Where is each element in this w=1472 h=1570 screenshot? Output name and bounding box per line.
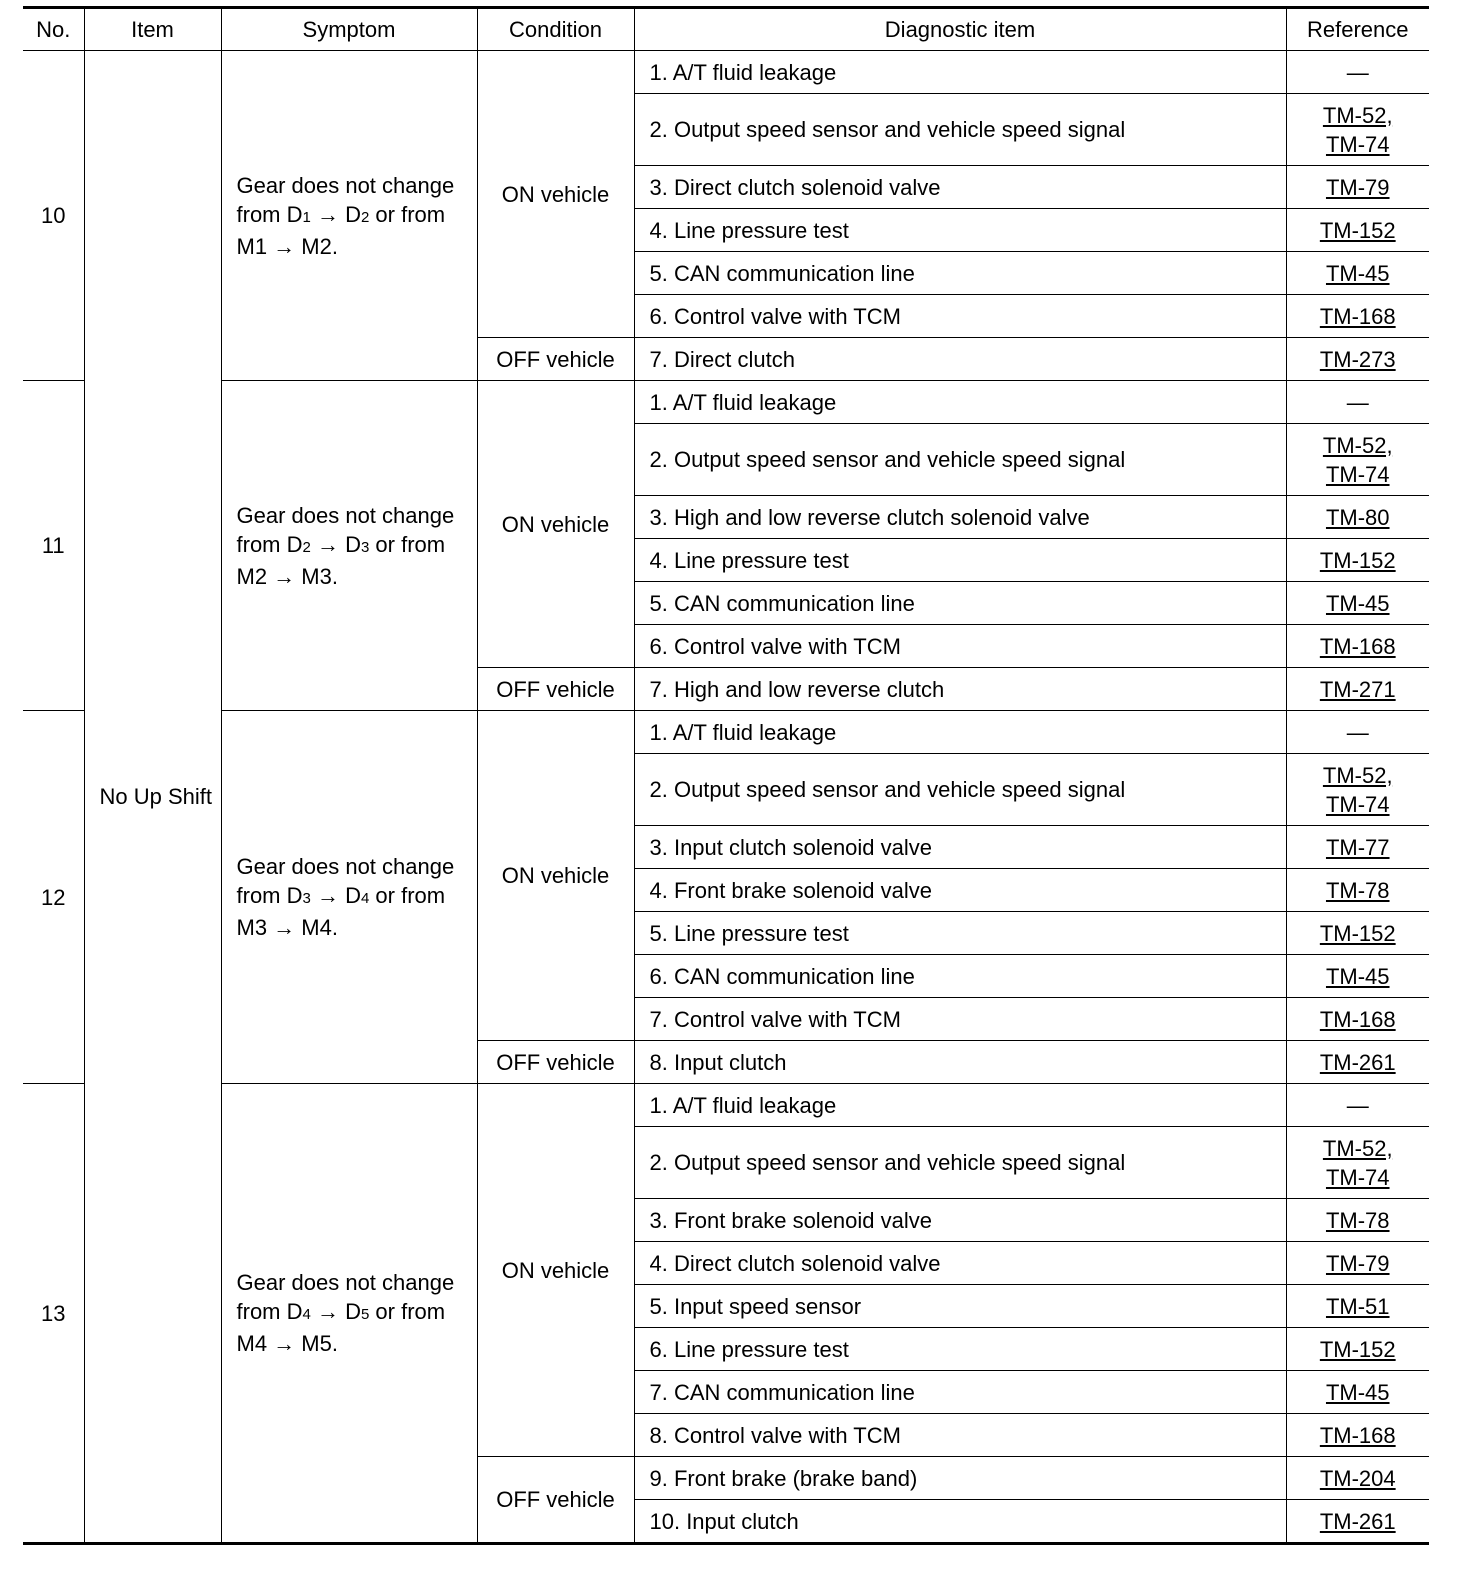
reference-link[interactable]: TM-45 [1325,260,1390,286]
condition-off-vehicle: OFF vehicle [477,668,634,711]
diagnostic-item: 9. Front brake (brake band) [634,1457,1286,1500]
diagnostic-item: 2. Output speed sensor and vehicle speed signal [634,424,1286,496]
diagnostic-item: 4. Line pressure test [634,209,1286,252]
reference-link[interactable]: TM-261 [1319,1508,1396,1534]
symptom-text-part: Gear does not change from D [236,854,455,908]
reference-link[interactable]: TM-51 [1325,1293,1390,1319]
reference-link[interactable]: TM-168 [1319,1422,1396,1448]
symptom-text-part: → D [310,883,361,908]
reference-cell [1286,582,1429,625]
reference-cell [1286,539,1429,582]
table-row [23,381,1429,424]
reference-link[interactable]: TM-78 [1325,877,1390,903]
reference-link[interactable]: TM-204 [1319,1465,1396,1491]
row-number: 11 [23,381,84,711]
diagnostic-item: 7. Control valve with TCM [634,998,1286,1041]
diagnostic-item: 3. Direct clutch solenoid valve [634,166,1286,209]
reference-none: — [1346,719,1369,745]
reference-link[interactable]: TM-74 [1325,791,1390,817]
reference-cell [1286,295,1429,338]
condition-on-vehicle: ON vehicle [477,711,634,1041]
symptom-text-part: → D [310,1299,361,1324]
reference-cell [1286,209,1429,252]
reference-cell [1286,94,1429,166]
reference-link[interactable]: TM-52, [1322,102,1393,128]
diagnostic-item: 3. Front brake solenoid valve [634,1199,1286,1242]
symptom-text-part: 2 [302,538,311,556]
diagnostic-item: 1. A/T fluid leakage [634,711,1286,754]
diagnostic-item: 4. Line pressure test [634,539,1286,582]
diagnostic-item: 6. CAN communication line [634,955,1286,998]
diagnostic-item: 6. Control valve with TCM [634,295,1286,338]
diagnostic-item: 10. Input clutch [634,1500,1286,1544]
reference-none: — [1346,59,1369,85]
diagnostic-item: 6. Control valve with TCM [634,625,1286,668]
diagnostic-item: 3. High and low reverse clutch solenoid valve [634,496,1286,539]
symptom-cell [221,381,477,711]
symptom-text-part: 2 [360,208,370,226]
diagnostic-item: 2. Output speed sensor and vehicle speed signal [634,754,1286,826]
header-no: No. [23,8,84,51]
diagnostic-item: 8. Control valve with TCM [634,1414,1286,1457]
reference-link[interactable]: TM-78 [1325,1207,1390,1233]
reference-link[interactable]: TM-152 [1319,217,1396,243]
symptom-text-part: Gear does not change from D [236,1270,455,1324]
reference-cell [1286,754,1429,826]
table-row [23,1084,1429,1127]
diagnostic-item: 4. Front brake solenoid valve [634,869,1286,912]
condition-on-vehicle: ON vehicle [477,1084,634,1457]
diagnostic-item: 7. Direct clutch [634,338,1286,381]
reference-cell [1286,1414,1429,1457]
diagnostic-item: 5. CAN communication line [634,582,1286,625]
reference-cell [1286,381,1429,424]
reference-link[interactable]: TM-74 [1325,131,1390,157]
diagnostic-item: 1. A/T fluid leakage [634,1084,1286,1127]
reference-link[interactable]: TM-168 [1319,633,1396,659]
reference-cell [1286,1328,1429,1371]
reference-cell [1286,424,1429,496]
reference-none: — [1346,389,1369,415]
diagnostic-item: 5. Input speed sensor [634,1285,1286,1328]
reference-link[interactable]: TM-271 [1319,676,1396,702]
reference-cell [1286,869,1429,912]
reference-link[interactable]: TM-77 [1325,834,1390,860]
reference-link[interactable]: TM-45 [1325,963,1390,989]
symptom-text-part: 3 [302,890,311,907]
reference-link[interactable]: TM-79 [1325,174,1390,200]
reference-link[interactable]: TM-80 [1325,504,1390,530]
diagnostic-item: 2. Output speed sensor and vehicle speed signal [634,1127,1286,1199]
row-number: 12 [23,711,84,1084]
symptom-text-part: or from M2 → M3. [236,531,446,589]
reference-cell [1286,625,1429,668]
reference-cell [1286,1371,1429,1414]
symptom-text-part: 1 [302,208,311,226]
symptom-text-part: Gear does not change from D [236,172,455,227]
reference-link[interactable]: TM-45 [1325,1379,1390,1405]
reference-link[interactable]: TM-79 [1325,1250,1390,1276]
symptom-text-part: → D [310,201,361,227]
reference-link[interactable]: TM-168 [1319,303,1396,329]
reference-cell [1286,338,1429,381]
condition-off-vehicle: OFF vehicle [477,338,634,381]
reference-link[interactable]: TM-168 [1319,1006,1396,1032]
reference-cell [1286,912,1429,955]
condition-on-vehicle: ON vehicle [477,51,634,338]
diagnostic-item: 8. Input clutch [634,1041,1286,1084]
symptom-text-part: 5 [360,1306,370,1323]
symptom-text-part: or from M1 → M2. [236,201,446,259]
reference-cell [1286,711,1429,754]
reference-cell [1286,1084,1429,1127]
symptom-text-part: 4 [360,890,370,907]
diagnostic-item: 5. CAN communication line [634,252,1286,295]
reference-link[interactable]: TM-152 [1319,547,1396,573]
header-symptom: Symptom [221,8,477,51]
reference-link[interactable]: TM-152 [1319,1336,1396,1362]
reference-cell [1286,826,1429,869]
reference-cell [1286,166,1429,209]
header-item: Item [84,8,221,51]
symptom-cell [221,51,477,381]
item-cell: No Up Shift [84,51,221,1544]
diagnostic-item: 7. CAN communication line [634,1371,1286,1414]
reference-link[interactable]: TM-52, [1322,762,1393,788]
reference-cell [1286,1127,1429,1199]
reference-link[interactable]: TM-52, [1322,432,1393,458]
condition-off-vehicle: OFF vehicle [477,1041,634,1084]
symptom-text-part: → D [310,531,361,557]
diagnostic-item: 6. Line pressure test [634,1328,1286,1371]
reference-cell [1286,1242,1429,1285]
row-number: 13 [23,1084,84,1544]
reference-cell [1286,1500,1429,1544]
diagnostic-item: 2. Output speed sensor and vehicle speed signal [634,94,1286,166]
reference-cell [1286,252,1429,295]
table-body [23,51,1429,1544]
reference-cell [1286,1199,1429,1242]
header-reference: Reference [1286,8,1429,51]
reference-cell [1286,1285,1429,1328]
condition-on-vehicle: ON vehicle [477,381,634,668]
symptom-text-part: Gear does not change from D [236,502,455,557]
reference-cell [1286,668,1429,711]
reference-cell [1286,1041,1429,1084]
reference-link[interactable]: TM-74 [1325,461,1390,487]
symptom-cell [221,711,477,1084]
reference-link[interactable]: TM-152 [1319,920,1396,946]
reference-link[interactable]: TM-273 [1319,346,1396,372]
symptom-text-part: 4 [302,1306,311,1323]
reference-cell [1286,1457,1429,1500]
diagnostic-item: 5. Line pressure test [634,912,1286,955]
diagnosis-table [23,6,1429,1545]
reference-cell [1286,955,1429,998]
header-condition: Condition [477,8,634,51]
row-number: 10 [23,51,84,381]
header-row [23,8,1429,51]
header-diagnostic-item: Diagnostic item [634,8,1286,51]
reference-cell [1286,496,1429,539]
diagnostic-item: 4. Direct clutch solenoid valve [634,1242,1286,1285]
symptom-text-part: 3 [360,538,370,556]
reference-link[interactable]: TM-261 [1319,1049,1396,1075]
reference-link[interactable]: TM-45 [1325,590,1390,616]
symptom-cell [221,1084,477,1544]
table-row [23,51,1429,94]
reference-link[interactable]: TM-74 [1325,1164,1390,1190]
diagnostic-item: 7. High and low reverse clutch [634,668,1286,711]
condition-off-vehicle: OFF vehicle [477,1457,634,1544]
symptom-text-part: or from M4 → M5. [236,1299,446,1356]
diagnostic-item: 3. Input clutch solenoid valve [634,826,1286,869]
reference-cell [1286,51,1429,94]
symptom-text-part: or from M3 → M4. [236,883,446,940]
reference-link[interactable]: TM-52, [1322,1135,1393,1161]
table-row [23,711,1429,754]
diagnostic-item: 1. A/T fluid leakage [634,51,1286,94]
reference-cell [1286,998,1429,1041]
reference-none: — [1346,1092,1369,1118]
diagnostic-item: 1. A/T fluid leakage [634,381,1286,424]
